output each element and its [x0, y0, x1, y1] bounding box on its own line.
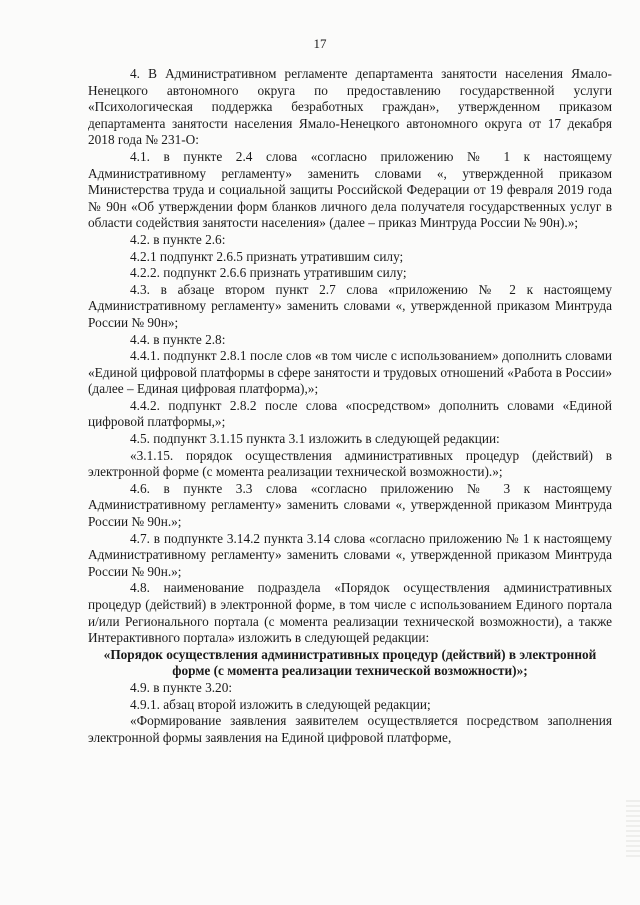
paragraph-4-2-1: 4.2.1 подпункт 2.6.5 признать утратившим силу; — [130, 248, 404, 264]
paragraph-4-1: 4.1. в пункте 2.4 слова «согласно приложению № 1 к настоящему Административному регламенту» заменить словами «, утвержденной приказом Министерства труда и социальной защиты Российской Федерации от 19 февраля 2019 года № 90н «Об утверждении форм бланков личного дела получателя государственных услуг в области содействия занятости населения» (далее – приказ Минтруда России № 90н).»; — [88, 148, 612, 231]
paragraph-4-4-1: 4.4.1. подпункт 2.8.1 после слов «в том числе с использованием» дополнить словами «Единой цифровой платформы в сфере занятости и трудовых отношений «Работа в России» (далее – Единая цифровая платформа),»; — [88, 348, 612, 397]
paragraph-quote-formation: «Формирование заявления заявителем осуществляется посредством заполнения электронной формы заявления на Единой цифровой платформе, — [88, 713, 612, 745]
paragraph-4-4: 4.4. в пункте 2.8: — [130, 331, 226, 347]
paragraph-4-8: 4.8. наименование подраздела «Порядок осуществления административных процедур (действий) в электронной форме, в том числе с использованием Единого портала и/или Регионального портала (с момента реализации технической возможности), а также Интерактивного портала» изложить в следующей редакции: — [88, 580, 612, 646]
subsection-heading: «Порядок осуществления административных процедур (действий) в электронной форме (с момента реализации технической возможности)»; — [103, 646, 597, 679]
paragraph-4-9-1: 4.9.1. абзац второй изложить в следующей редакции; — [130, 696, 431, 712]
paragraph-4-9: 4.9. в пункте 3.20: — [130, 679, 233, 695]
paragraph-4-7: 4.7. в подпункте 3.14.2 пункта 3.14 слова «согласно приложению № 1 к настоящему Административному регламенту» заменить словами «, утвержденной приказом Минтруда России № 90н.»; — [88, 530, 612, 579]
paragraph-4-2: 4.2. в пункте 2.6: — [130, 231, 226, 247]
scan-edge-artifact — [626, 800, 640, 860]
page-number: 17 — [313, 36, 327, 51]
paragraph-3-1-15-quote: «3.1.15. порядок осуществления административных процедур (действий) в электронной форме (с момента реализации технической возможности).»; — [88, 447, 612, 480]
paragraph-4-5: 4.5. подпункт 3.1.15 пункта 3.1 изложить в следующей редакции: — [130, 431, 500, 447]
document-body — [88, 66, 612, 746]
paragraph-4-6: 4.6. в пункте 3.3 слова «согласно приложению № 3 к настоящему Административному регламенту» заменить словами «, утвержденной приказом Минтруда России № 90н.»; — [88, 480, 612, 530]
paragraph-4: 4. В Административном регламенте департамента занятости населения Ямало-Ненецкого автономного округа по предоставлению государственной услуги «Психологическая поддержка безработных граждан», утвержденном приказом департамента занятости населения Ямало-Ненецкого автономного округа от 17 декабря 2018 года № 231-О: — [88, 66, 612, 148]
paragraph-4-4-2: 4.4.2. подпункт 2.8.2 после слова «посредством» дополнить словами «Единой цифровой платформы,»; — [88, 397, 612, 430]
paragraph-4-2-2: 4.2.2. подпункт 2.6.6 признать утратившим силу; — [130, 265, 407, 281]
paragraph-4-3: 4.3. в абзаце втором пункт 2.7 слова «приложению № 2 к настоящему Административному регламенту» заменить словами «, утвержденной приказом Минтруда России № 90н»; — [88, 281, 612, 330]
